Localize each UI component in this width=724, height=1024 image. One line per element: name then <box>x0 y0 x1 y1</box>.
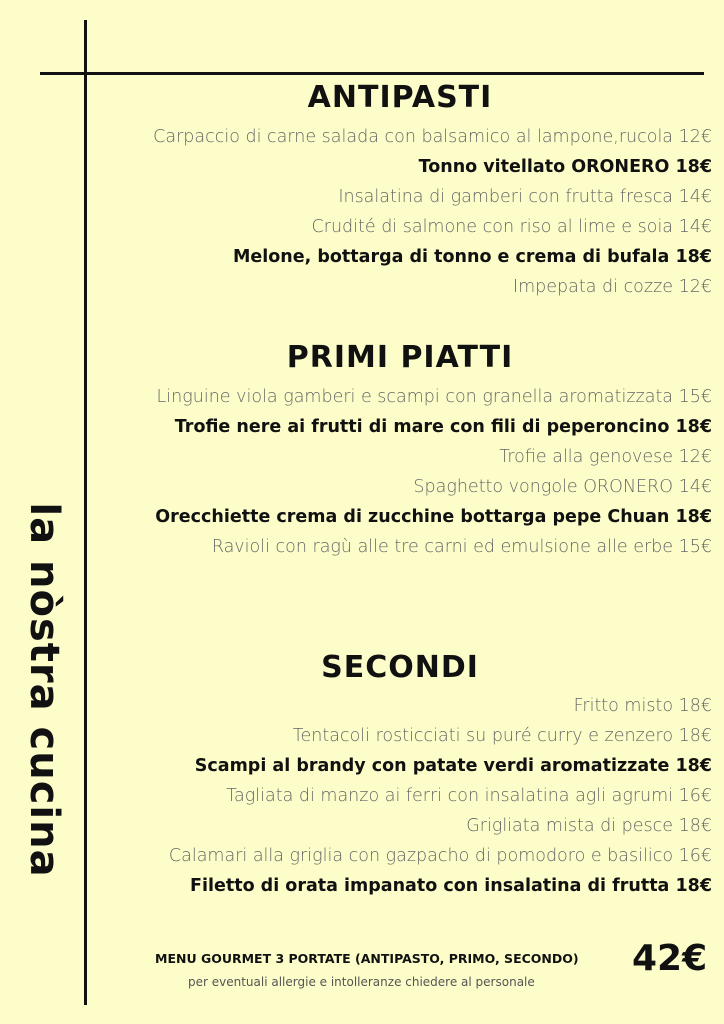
menu-item: Tonno vitellato ORONERO 18€ <box>418 157 712 177</box>
menu-item: Tentacoli rosticciati su puré curry e zenzero 18€ <box>292 726 712 746</box>
menu-item: Trofie nere ai frutti di mare con fili di peperoncino 18€ <box>174 417 712 437</box>
menu-item: Grigliata mista di pesce 18€ <box>466 816 712 836</box>
menu-item: Linguine viola gamberi e scampi con granella aromatizzata 15€ <box>156 387 712 407</box>
menu-item: Scampi al brandy con patate verdi aromatizzate 18€ <box>194 756 712 776</box>
section-title-antipasti: ANTIPASTI <box>307 80 493 115</box>
menu-item: Fritto misto 18€ <box>573 696 712 716</box>
menu-item: Carpaccio di carne salada con balsamico al lampone,rucola 12€ <box>153 127 712 147</box>
top-rule <box>40 72 704 75</box>
menu-item: Ravioli con ragù alle tre carni ed emulsione alle erbe 15€ <box>211 537 712 557</box>
menu-item: Tagliata di manzo ai ferri con insalatina agli agrumi 16€ <box>226 786 712 806</box>
secondi-list <box>72 691 712 901</box>
primi-list <box>72 382 712 562</box>
menu-item: Melone, bottarga di tonno e crema di bufala 18€ <box>233 247 712 267</box>
gourmet-menu-label: MENU GOURMET 3 PORTATE (ANTIPASTO, PRIMO, SECONDO) <box>155 951 579 966</box>
menu-item: Insalatina di gamberi con frutta fresca 14€ <box>338 187 712 207</box>
allergy-note: per eventuali allergie e intolleranze chiedere al personale <box>188 975 535 989</box>
section-title-secondi: SECONDI <box>321 650 479 685</box>
menu-item: Impepata di cozze 12€ <box>512 277 712 297</box>
menu-item: Orecchiette crema di zucchine bottarga pepe Chuan 18€ <box>155 507 712 527</box>
gourmet-menu-price: 42€ <box>632 938 708 979</box>
menu-item: Crudité di salmone con riso al lime e soia 14€ <box>311 217 712 237</box>
menu-item: Calamari alla griglia con gazpacho di pomodoro e basilico 16€ <box>168 846 712 866</box>
antipasti-list <box>72 122 712 302</box>
side-title: la nòstra cucina <box>21 502 67 878</box>
menu-item: Spaghetto vongole ORONERO 14€ <box>413 477 712 497</box>
menu-item: Trofie alla genovese 12€ <box>499 447 712 467</box>
section-title-primi: PRIMI PIATTI <box>286 340 514 375</box>
menu-item: Filetto di orata impanato con insalatina di frutta 18€ <box>190 876 712 896</box>
